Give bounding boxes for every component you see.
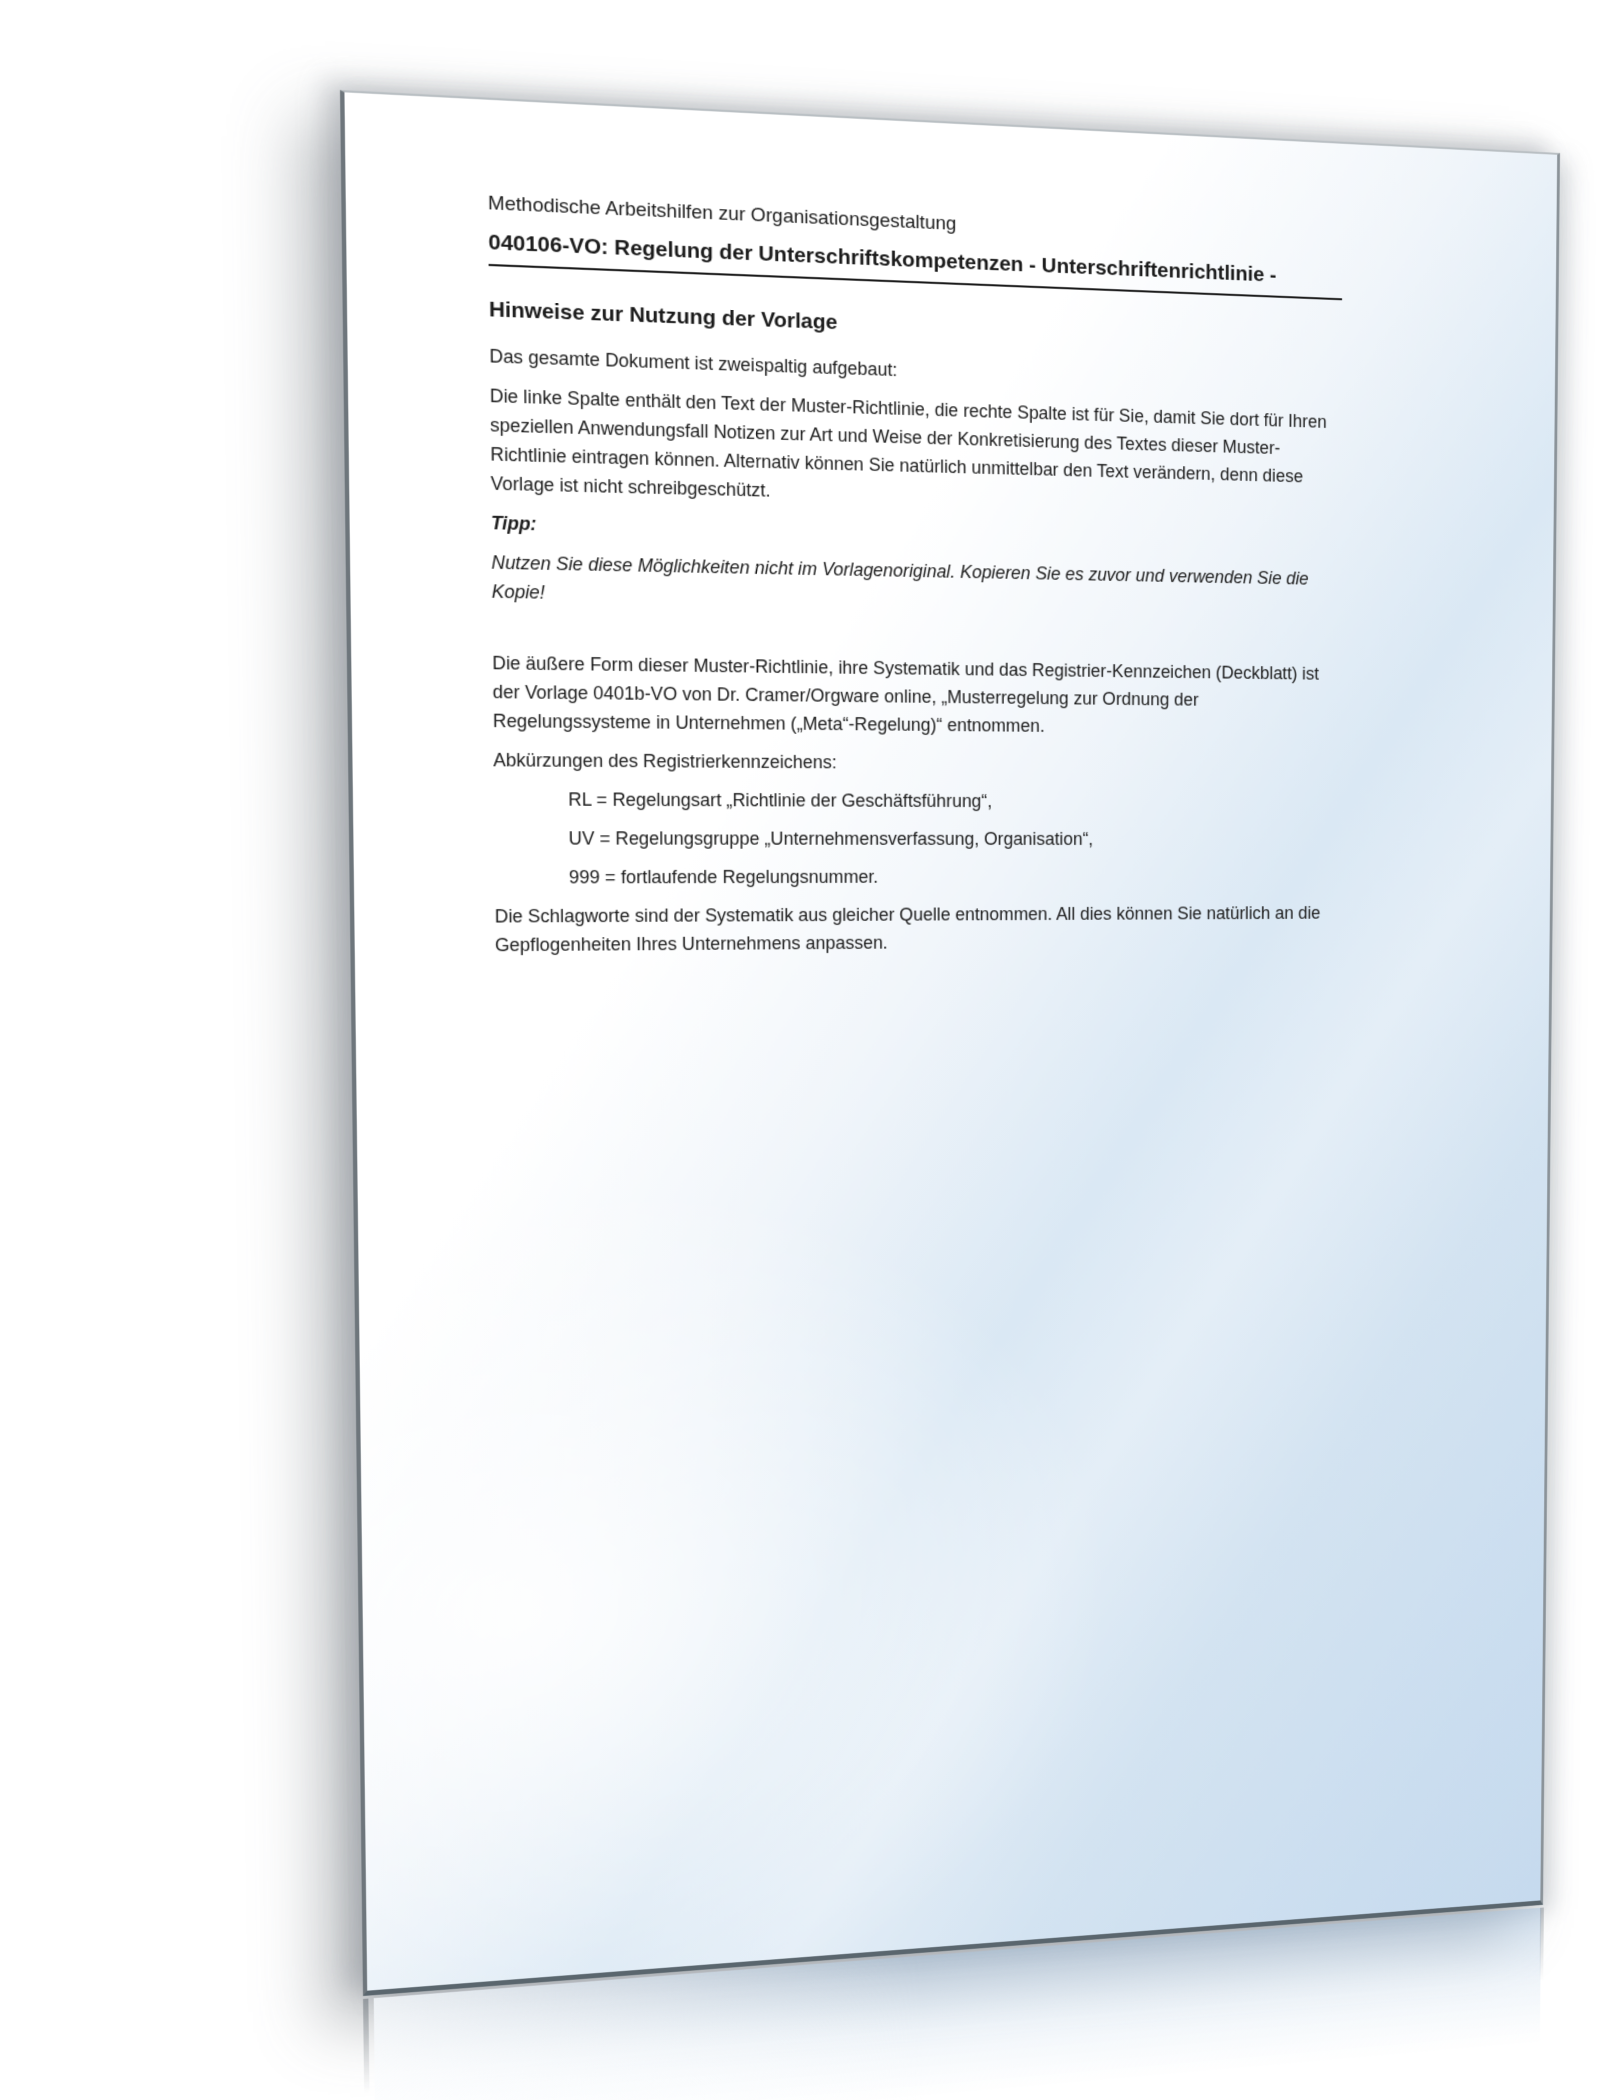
- abbrev-list: [493, 785, 1339, 892]
- page-perspective-space: [340, 90, 1560, 1996]
- paragraph-columns: Die linke Spalte enthält den Text der Muster-Richtlinie, die rechte Spalte ist für Sie, damit Sie dort für Ihren speziellen Anwendungsfall Notizen zur Art und Weise der Konkretisierung des Textes dieser Muster-Richtlinie eintragen können. Alternativ können Sie natürlich unmittelbar den Text verändern, denn diese Vorlage ist nicht schreibgeschützt.: [489, 385, 1327, 501]
- doc-header: [488, 189, 1343, 300]
- tip-text: Nutzen Sie diese Möglichkeiten nicht im Vorlagenoriginal. Kopieren Sie es zuvor und verwenden Sie die Kopie!: [491, 552, 1309, 603]
- document-page: [340, 90, 1560, 1996]
- doc-title-line: 040106-VO: Regelung der Unterschriftskompetenzen - Unterschriftenrichtlinie -: [488, 229, 1342, 300]
- abbrev-item-uv: UV = Regelungsgruppe „Unternehmensverfassung, Organisation“,: [568, 828, 1094, 849]
- abbrev-item-rl: RL = Regelungsart „Richtlinie der Geschäftsführung“,: [568, 789, 993, 812]
- section-heading: Hinweise zur Nutzung der Vorlage: [488, 297, 838, 335]
- abbrev-item-999: 999 = fortlaufende Regelungsnummer.: [568, 866, 879, 888]
- paragraph-keywords: Die Schlagworte sind der Systematik aus gleicher Quelle entnommen. All dies können Sie natürlich an die Gepflogenheiten Ihres Unternehmens anpassen.: [494, 903, 1321, 956]
- tip-label: Tipp:: [490, 512, 537, 535]
- paragraph-abbrev-intro: Abkürzungen des Registrierkennzeichens:: [493, 749, 837, 773]
- paragraph-source-form: Die äußere Form dieser Muster-Richtlinie, ihre Systematik und das Registrier-Kennzeichen (Deckblatt) ist der Vorlage 0401b-VO von Dr. Cramer/Orgware online, „Musterregelung zur Ordnung der Regelungssysteme in Unternehmen („Meta“-Regelung)“ entnommen.: [492, 652, 1319, 736]
- paragraph-intro: Das gesamte Dokument ist zweispaltig aufgebaut:: [489, 345, 898, 381]
- series-title-line: Methodische Arbeitshilfen zur Organisationsgestaltung: [487, 191, 957, 234]
